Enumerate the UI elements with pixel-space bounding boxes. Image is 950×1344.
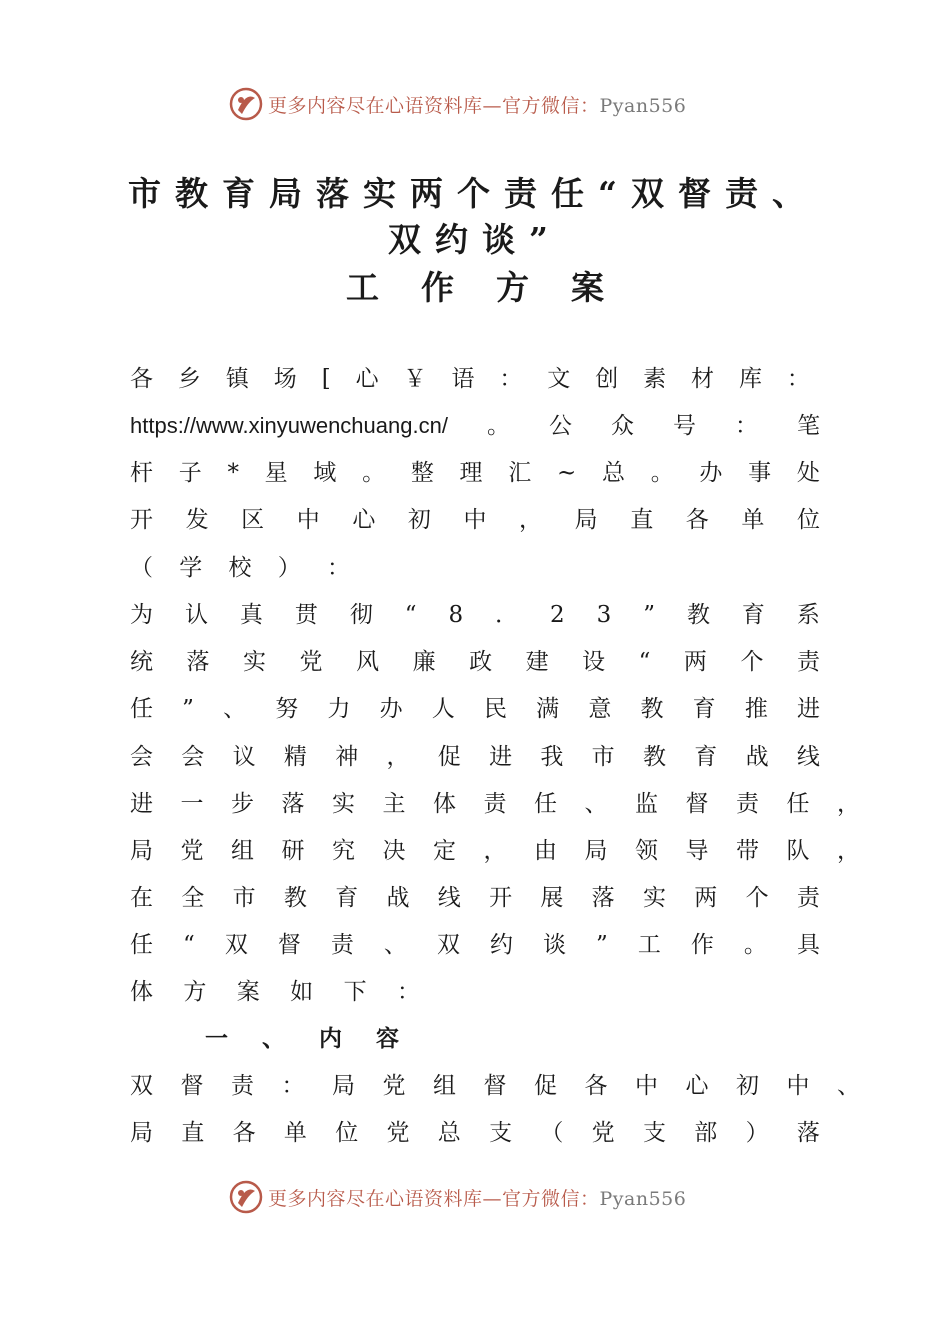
watermark-text: 更多内容尽在心语资料库—官方微信：Pyan556 (268, 1187, 687, 1210)
body-line: 任 “ 双 督 责 、 双 约 谈 ” 工 作 。 具 (130, 932, 820, 958)
body-line: 会 会 议 精 神 ， 促 进 我 市 教 育 战 线 (130, 744, 820, 770)
body-line: 进 一 步 落 实 主 体 责 任 、 监 督 责 任 ， (130, 791, 860, 817)
body-line: https://www.xinyuwenchuang.cn/ 。 公 众 号 ： 笔 (130, 409, 820, 443)
body-line: 为 认 真 贯 彻 “ 8 ． 2 3 ” 教 育 系 (130, 602, 820, 628)
source-url: https://www.xinyuwenchuang.cn/ (130, 413, 448, 438)
seal-logo-icon (228, 1179, 264, 1215)
document-title-line-1: 市教育局落实两个责任“双督责、 (128, 174, 819, 213)
body-line: 在 全 市 教 育 战 线 开 展 落 实 两 个 责 (130, 885, 820, 911)
body-line: 局 直 各 单 位 党 总 支 （ 党 支 部 ） 落 (130, 1120, 820, 1146)
body-line: 各 乡 镇 场 [ 心 ￥ 语 ： 文 创 素 材 库 ： (130, 366, 810, 392)
document-title-line-2: 双约谈” (388, 220, 562, 259)
watermark-text: 更多内容尽在心语资料库—官方微信：Pyan556 (268, 94, 687, 117)
watermark-footer (228, 1177, 686, 1217)
body-line: 杆 子 * 星 域 。 整 理 汇 ~ 总 。 办 事 处 (130, 460, 820, 486)
section-heading: 一、内容 (205, 1025, 433, 1052)
body-line: （ 学 校 ） ： (130, 555, 350, 581)
watermark-header (228, 84, 686, 124)
body-line: 任 ” 、 努 力 办 人 民 满 意 教 育 推 进 (130, 696, 820, 722)
body-line: 双 督 责 ： 局 党 组 督 促 各 中 心 初 中 、 (130, 1073, 860, 1099)
body-line: 统 落 实 党 风 廉 政 建 设 “ 两 个 责 (130, 649, 820, 675)
body-line: 开 发 区 中 心 初 中 ， 局 直 各 单 位 (130, 507, 820, 533)
document-title-line-3: 工作方案 (346, 268, 646, 307)
body-line: 局 党 组 研 究 决 定 ， 由 局 领 导 带 队 ， (130, 838, 860, 864)
seal-logo-icon (228, 86, 264, 122)
body-line: 体 方 案 如 下 ： (130, 979, 420, 1005)
